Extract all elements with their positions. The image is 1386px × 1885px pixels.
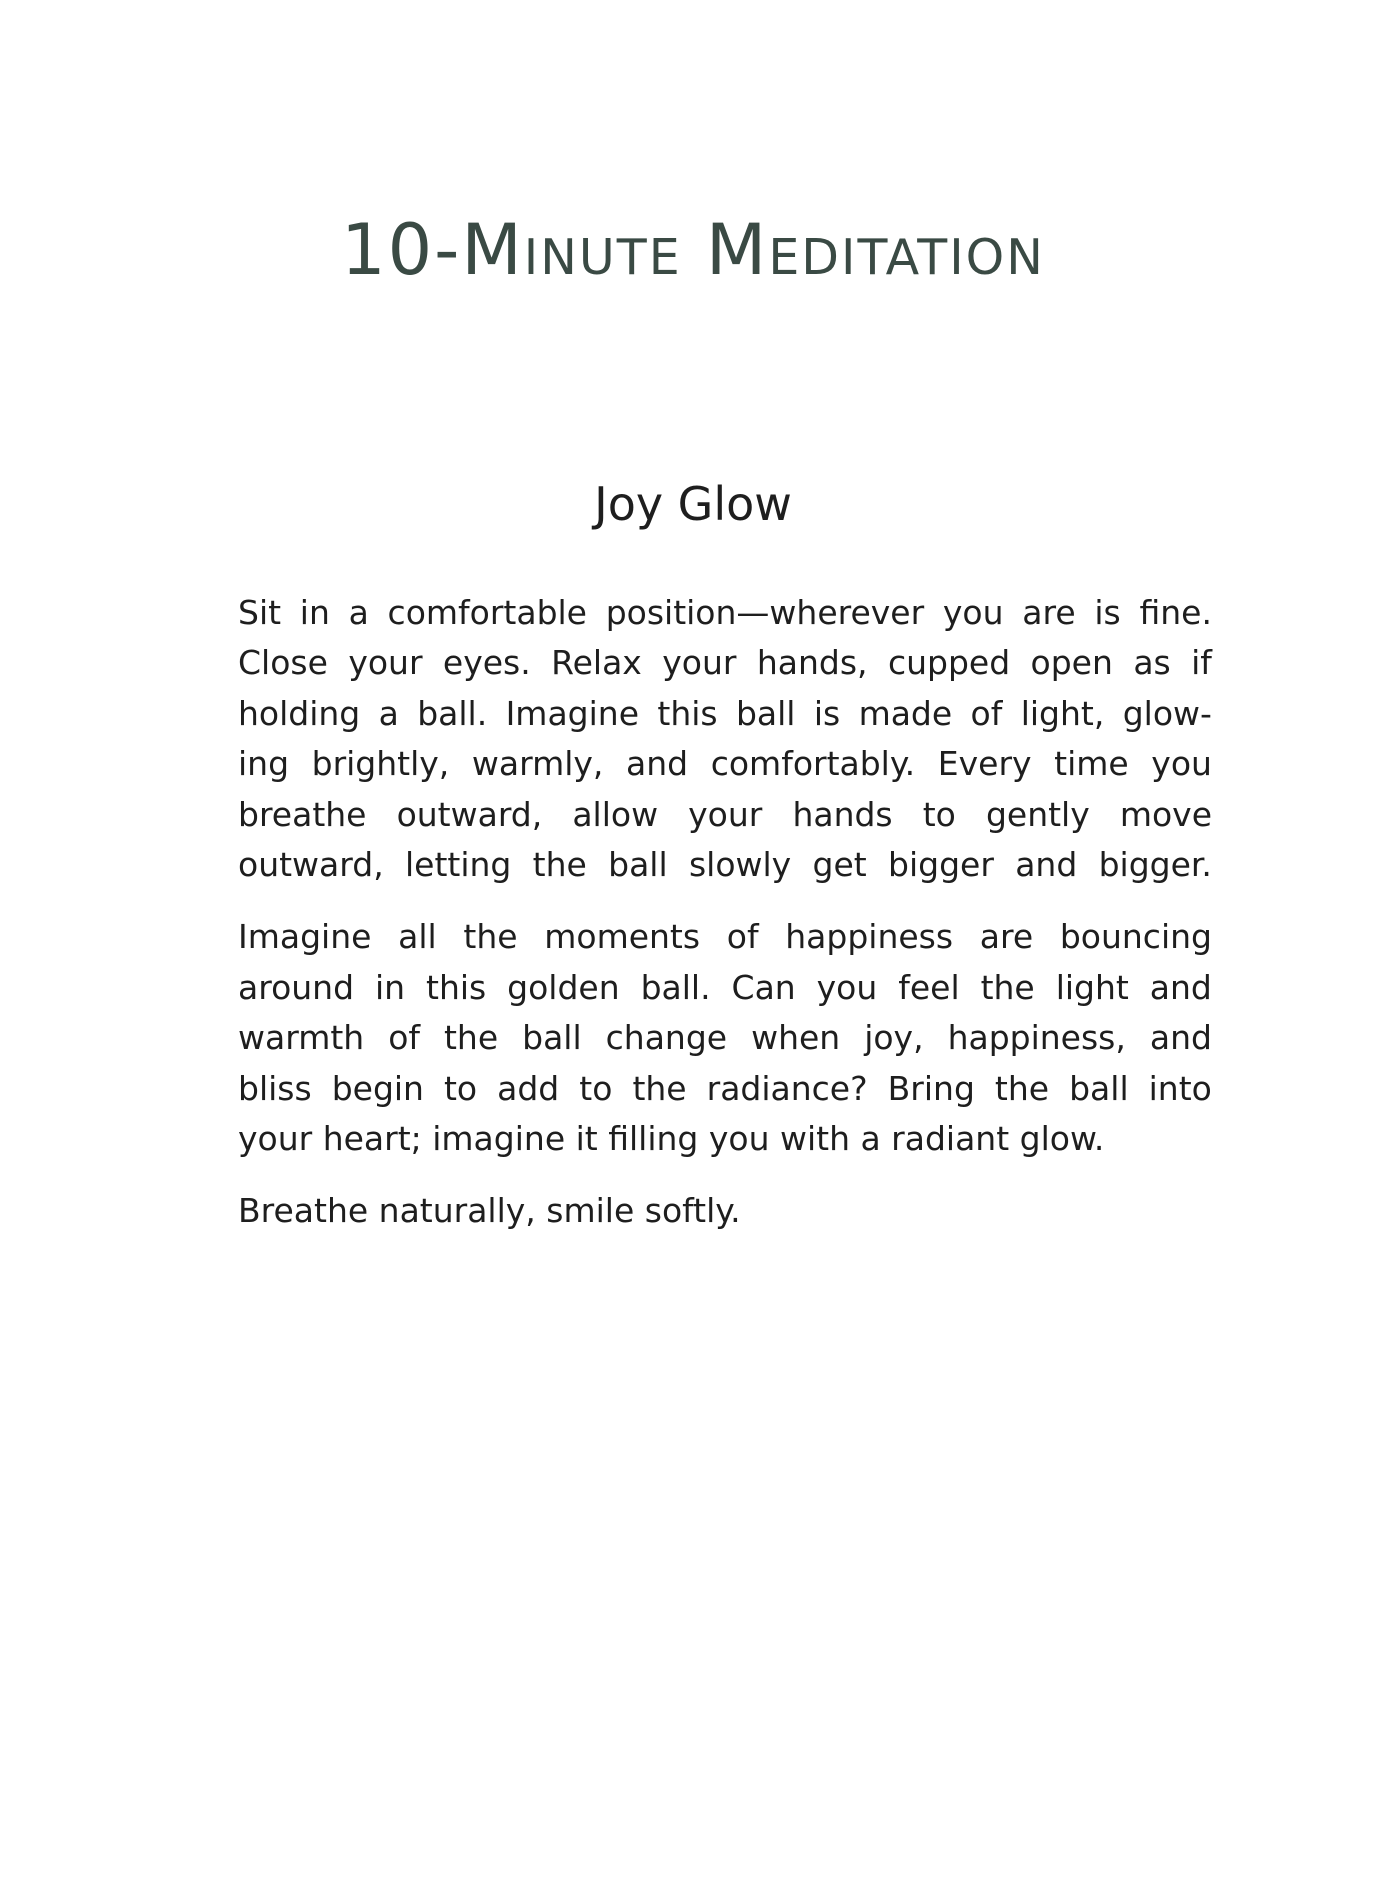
paragraph-line: outward, letting the ball slowly get bigger and bigger. xyxy=(238,845,1212,885)
paragraph-line: bliss begin to add to the radiance? Bring the ball into xyxy=(238,1068,1212,1108)
paragraph-line: Breathe naturally, smile softly. xyxy=(238,1191,741,1231)
paragraph-line: holding a ball. Imagine this ball is made of light, glow- xyxy=(238,693,1212,733)
paragraph-line: ing brightly, warmly, and comfortably. Every time you xyxy=(238,744,1212,784)
section-title: Joy Glow xyxy=(594,477,792,531)
paragraph-line: your heart; imagine it filling you with a radiant glow. xyxy=(238,1119,1105,1159)
paragraph-1 xyxy=(238,588,1212,890)
paragraph-line: warmth of the ball change when joy, happiness, and xyxy=(238,1018,1212,1058)
paragraph-line: Imagine all the moments of happiness are bouncing xyxy=(238,917,1212,957)
paragraph-line: Sit in a comfortable position—wherever you are is fine. xyxy=(238,593,1212,632)
paragraph-line: around in this golden ball. Can you feel the light and xyxy=(238,967,1212,1007)
meditation-body xyxy=(238,588,1212,1259)
paragraph-line: Close your eyes. Relax your hands, cupped open as if xyxy=(238,643,1212,683)
paragraph-line: breathe outward, allow your hands to gently move xyxy=(238,794,1212,834)
chapter-title: 10-Minute Meditation xyxy=(341,209,1045,291)
paragraph-2 xyxy=(238,912,1212,1164)
paragraph-3 xyxy=(238,1186,1212,1236)
